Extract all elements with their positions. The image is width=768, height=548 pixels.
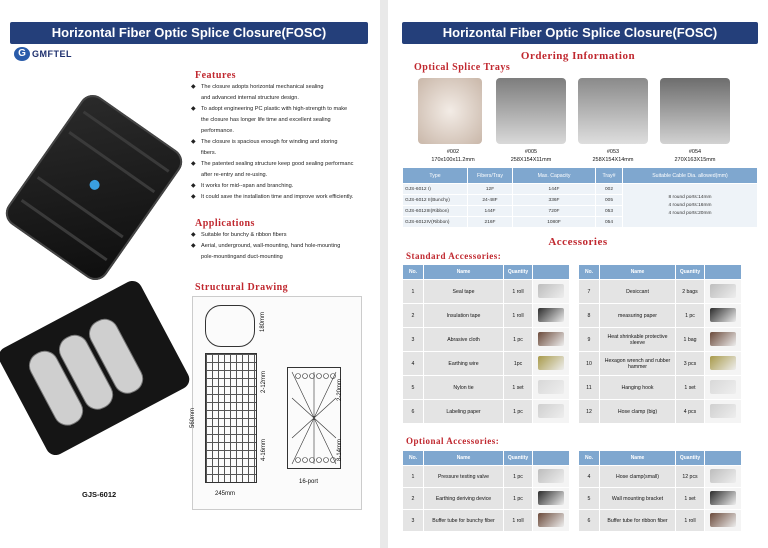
width-dim: 245mm — [215, 491, 236, 497]
acc-header-cell: Quantity — [676, 451, 705, 466]
application-line: ◆ Aerial, underground, wall-mounting, hand hole-mounting — [191, 243, 341, 249]
features-title: Features — [195, 70, 237, 81]
acc-image-cell — [705, 352, 742, 376]
acc-no: 1 — [403, 280, 424, 304]
acc-name: Seal tape — [424, 280, 504, 304]
cable-dia-cell: 8 round ports:14mm 4 round ports:16mm 4 round ports:20mm — [623, 184, 758, 228]
acc-name: Hose clamp (big) — [600, 400, 676, 424]
acc-row — [403, 280, 570, 304]
acc-quantity: 1 roll — [676, 510, 705, 532]
acc-quantity: 1 pc — [504, 328, 533, 352]
acc-header-cell: Name — [600, 265, 676, 280]
acc-name: Desiccant — [600, 280, 676, 304]
acc-row — [403, 304, 570, 328]
acc-quantity: 3 pcs — [676, 352, 705, 376]
acc-header-cell: No. — [579, 265, 600, 280]
acc-row — [403, 510, 570, 532]
left-page — [0, 0, 380, 548]
acc-no: 2 — [403, 488, 424, 510]
acc-quantity: 1 pc — [676, 304, 705, 328]
acc-no: 7 — [579, 280, 600, 304]
acc-header-cell: No. — [403, 265, 424, 280]
logo-mark-icon: G — [14, 47, 30, 61]
feature-line: ◆ It works for mid--span and branching. — [191, 183, 294, 189]
acc-quantity: 1 set — [676, 376, 705, 400]
ordering-title: Ordering Information — [520, 50, 636, 62]
acc-header-row — [403, 451, 570, 466]
acc-row — [579, 400, 742, 424]
model-label: GJS-6012 — [82, 490, 117, 499]
accessory-image — [710, 513, 736, 527]
acc-header-cell: Name — [600, 451, 676, 466]
acc-header-cell — [533, 265, 570, 280]
acc-no: 1 — [403, 466, 424, 488]
acc-name: Hose clamp(small) — [600, 466, 676, 488]
acc-name: Hexagon wrench and rubber hammer — [600, 352, 676, 376]
accessory-image — [538, 491, 564, 505]
acc-row — [403, 328, 570, 352]
dim-a: 2-12mm — [261, 370, 268, 394]
accessory-image — [710, 284, 736, 298]
acc-image-cell — [705, 488, 742, 510]
acc-name: measuring paper — [600, 304, 676, 328]
standard-accessories-table-left — [402, 264, 570, 424]
acc-quantity: 1 roll — [504, 510, 533, 532]
structural-drawing — [192, 296, 362, 510]
acc-row — [403, 352, 570, 376]
dim-c: 2-20mm — [337, 378, 344, 402]
acc-quantity: 1 set — [504, 376, 533, 400]
acc-no: 10 — [579, 352, 600, 376]
acc-no: 6 — [579, 510, 600, 532]
feature-line: after re-entry and re-using. — [201, 172, 268, 178]
acc-row — [403, 488, 570, 510]
acc-name: Nylon tie — [424, 376, 504, 400]
accessory-image — [538, 380, 564, 394]
acc-quantity: 1 pc — [504, 400, 533, 424]
acc-no: 11 — [579, 376, 600, 400]
acc-name: Heat shrinkable protective sleeve — [600, 328, 676, 352]
acc-quantity: 4 pcs — [676, 400, 705, 424]
acc-image-cell — [705, 376, 742, 400]
acc-row — [579, 280, 742, 304]
acc-image-cell — [533, 304, 570, 328]
tray-image — [418, 78, 482, 144]
tray-caption: #054 270X163X15mm — [674, 149, 716, 163]
acc-header-cell: Name — [424, 451, 504, 466]
acc-no: 2 — [403, 304, 424, 328]
accessory-image — [538, 404, 564, 418]
acc-quantity: 1 pc — [504, 488, 533, 510]
acc-name: Wall mounting bracket — [600, 488, 676, 510]
tray-image — [660, 78, 730, 144]
accessory-image — [538, 308, 564, 322]
feature-line: ◆ To adopt engineering PC plastic with high-strength to make — [191, 106, 348, 112]
trays-title: Optical Splice Trays — [414, 62, 511, 73]
tray-caption: #005 258X154X11mm — [510, 149, 552, 163]
acc-header-cell — [533, 451, 570, 466]
acc-no: 12 — [579, 400, 600, 424]
acc-image-cell — [533, 400, 570, 424]
acc-header-row — [579, 451, 742, 466]
acc-row — [403, 400, 570, 424]
feature-line: ◆ The patented sealing structure keep good sealing performanc — [191, 161, 354, 167]
spec-row: GJS-6012IV(Ribbon) 216F 1080F 054 — [403, 217, 758, 228]
acc-image-cell — [533, 466, 570, 488]
accessory-image — [710, 380, 736, 394]
tray-image — [578, 78, 648, 144]
acc-name: Abrasive cloth — [424, 328, 504, 352]
closure-open-photo — [0, 277, 193, 458]
feature-line: the closure has longer life time and excellent sealing — [201, 117, 331, 123]
front-grid-drawing — [205, 353, 257, 483]
acc-name: Pressure testing valve — [424, 466, 504, 488]
structural-drawing-title: Structural Drawing — [195, 282, 289, 293]
acc-image-cell — [533, 328, 570, 352]
acc-image-cell — [533, 280, 570, 304]
acc-quantity: 1 set — [676, 488, 705, 510]
acc-name: Labeling paper — [424, 400, 504, 424]
port-layout-drawing — [287, 367, 344, 469]
accessory-image — [710, 404, 736, 418]
accessory-image — [710, 491, 736, 505]
acc-header-row — [579, 265, 742, 280]
acc-row — [579, 510, 742, 532]
acc-header-cell: Quantity — [676, 265, 705, 280]
acc-image-cell — [533, 488, 570, 510]
right-banner-title: Horizontal Fiber Optic Splice Closure(FOSC) — [402, 22, 758, 44]
acc-quantity: 1 roll — [504, 304, 533, 328]
acc-quantity: 2 bags — [676, 280, 705, 304]
acc-image-cell — [705, 280, 742, 304]
acc-name: Insulation tape — [424, 304, 504, 328]
acc-no: 3 — [403, 510, 424, 532]
acc-no: 4 — [579, 466, 600, 488]
port-count-label: 16-port — [299, 479, 319, 485]
accessory-image — [538, 469, 564, 483]
feature-line: ◆ It could save the installation time and improve work efficiently. — [191, 194, 354, 200]
applications-list — [191, 230, 371, 263]
acc-no: 6 — [403, 400, 424, 424]
acc-image-cell — [533, 510, 570, 532]
acc-quantity: 1 roll — [504, 280, 533, 304]
applications-title: Applications — [195, 218, 255, 229]
acc-row — [403, 466, 570, 488]
feature-line: fibers. — [201, 150, 217, 156]
acc-image-cell — [705, 328, 742, 352]
acc-header-cell: No. — [403, 451, 424, 466]
accessory-image — [538, 284, 564, 298]
acc-header-cell: No. — [579, 451, 600, 466]
acc-no: 5 — [403, 376, 424, 400]
accessory-image — [710, 332, 736, 346]
side-view-drawing — [205, 305, 255, 347]
acc-row — [579, 376, 742, 400]
tray-caption: #002 170x100x11.2mm — [431, 149, 475, 163]
tray-image — [496, 78, 566, 144]
depth-dim: 180mm — [260, 311, 267, 333]
acc-row — [579, 466, 742, 488]
acc-header-cell: Quantity — [504, 265, 533, 280]
spec-row: GJS-6012 I) 12F 144F 002 8 round ports:14mm 4 round ports:16mm 4 round ports:20mm — [403, 184, 758, 195]
standard-accessories-table-right — [578, 264, 742, 424]
acc-name: Buffer tube for bunchy fiber — [424, 510, 504, 532]
optional-accessories-table-left — [402, 450, 570, 532]
acc-row — [579, 328, 742, 352]
spec-header-row: Type Fibers/Tray Max. Capacity Tray# Suitable Cable Dia. allowed(mm) — [403, 168, 758, 184]
right-page — [388, 0, 768, 548]
acc-header-cell: Quantity — [504, 451, 533, 466]
feature-line: and advanced internal structure design. — [201, 95, 299, 101]
acc-image-cell — [705, 400, 742, 424]
acc-header-cell — [705, 451, 742, 466]
acc-row — [579, 488, 742, 510]
acc-image-cell — [533, 376, 570, 400]
features-list — [191, 82, 371, 203]
acc-image-cell — [705, 304, 742, 328]
acc-no: 3 — [403, 328, 424, 352]
optional-accessories-table-right — [578, 450, 742, 532]
acc-header-row — [403, 265, 570, 280]
closure-product-photo — [0, 90, 187, 286]
application-line: ◆ Suitable for bunchy & ribbon fibers — [191, 232, 287, 238]
accessory-image — [538, 332, 564, 346]
acc-quantity: 1 pc — [504, 466, 533, 488]
standard-accessories-title: Standard Accessories: — [406, 251, 502, 261]
accessory-image — [710, 356, 736, 370]
acc-header-cell: Name — [424, 265, 504, 280]
accessory-image — [538, 513, 564, 527]
spec-row: GJS-6012III(Ribbon) 144F 720F 053 — [403, 206, 758, 217]
left-banner-title: Horizontal Fiber Optic Splice Closure(FOSC) — [10, 22, 368, 44]
logo-text: GMFTEL — [32, 49, 72, 59]
acc-quantity: 1 bag — [676, 328, 705, 352]
acc-no: 5 — [579, 488, 600, 510]
acc-no: 9 — [579, 328, 600, 352]
accessory-image — [538, 356, 564, 370]
acc-image-cell — [705, 466, 742, 488]
company-logo — [14, 47, 72, 61]
acc-no: 8 — [579, 304, 600, 328]
spec-row: GJS-6012 II(Bunchy) 24-48F 336F 005 — [403, 195, 758, 206]
acc-name: Earthing wire — [424, 352, 504, 376]
acc-row — [403, 376, 570, 400]
height-dim: 560mm — [190, 407, 197, 429]
acc-name: Buffer tube for ribbon fiber — [600, 510, 676, 532]
acc-quantity: 1pc — [504, 352, 533, 376]
page-gutter — [380, 0, 388, 548]
tray-caption: #053 258X154X14mm — [592, 149, 634, 163]
acc-name: Hanging hook — [600, 376, 676, 400]
spec-table — [402, 167, 758, 228]
acc-no: 4 — [403, 352, 424, 376]
acc-header-cell — [705, 265, 742, 280]
dim-d: 8-14mm — [337, 438, 344, 462]
acc-row — [579, 304, 742, 328]
accessories-title: Accessories — [548, 236, 608, 248]
feature-line: ◆ The closure adopts horizontal mechanical sealing — [191, 84, 324, 90]
dim-b: 4-16mm — [261, 438, 268, 462]
feature-line: performance. — [201, 128, 234, 134]
acc-quantity: 12 pcs — [676, 466, 705, 488]
acc-image-cell — [533, 352, 570, 376]
optional-accessories-title: Optional Accessories: — [406, 436, 500, 446]
product-badge-icon — [88, 178, 102, 192]
accessory-image — [710, 469, 736, 483]
acc-image-cell — [705, 510, 742, 532]
accessory-image — [710, 308, 736, 322]
application-line: pole-mountingand duct-mounting — [201, 254, 283, 260]
feature-line: ◆ The closure is spacious enough for winding and storing — [191, 139, 338, 145]
acc-name: Earthing deriving device — [424, 488, 504, 510]
acc-row — [579, 352, 742, 376]
